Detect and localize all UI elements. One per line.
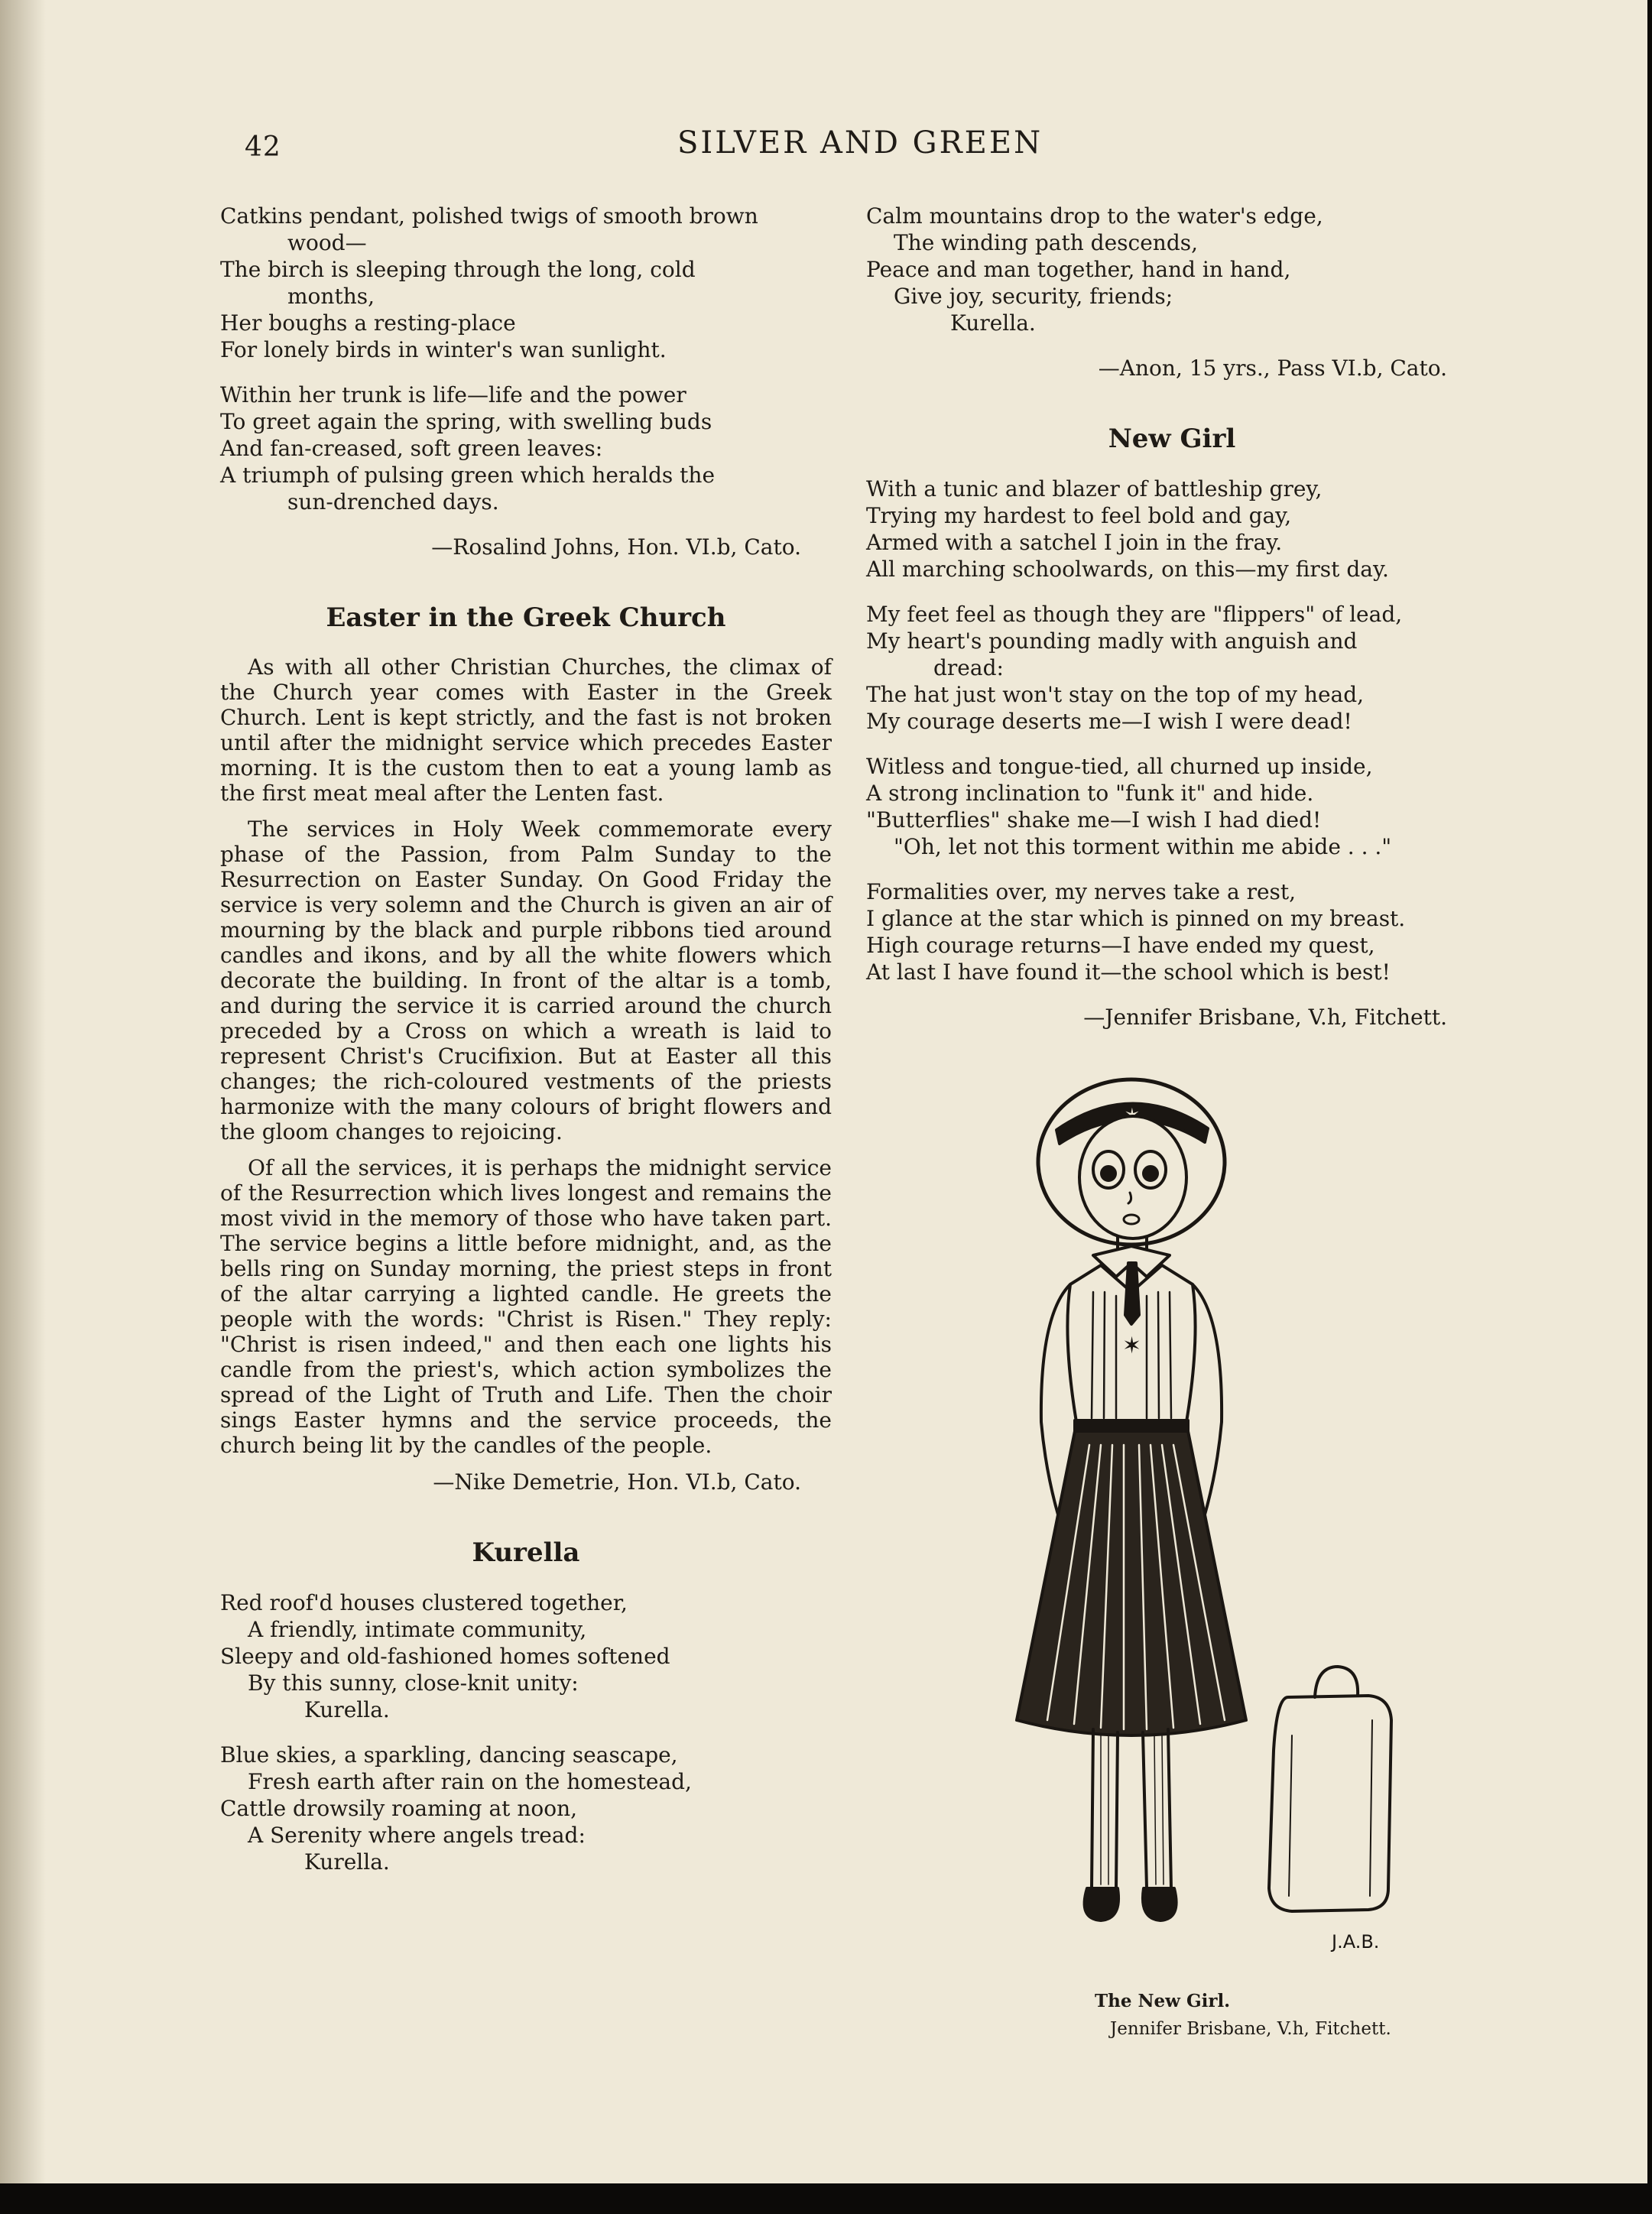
- poem-line: A friendly, intimate community,: [248, 1617, 587, 1642]
- poem-attribution: —Rosalind Johns, Hon. VI.b, Cato.: [431, 534, 801, 560]
- poem-line: I glance at the star which is pinned on my breast.: [866, 906, 1406, 931]
- poem-line: The birch is sleeping through the long, cold: [220, 257, 696, 282]
- new-girl-stanza: [866, 601, 1478, 735]
- artist-signature: J.A.B.: [1332, 1931, 1380, 1953]
- kurella-title: Kurella: [472, 1537, 580, 1568]
- journal-title: SILVER AND GREEN: [677, 125, 1043, 161]
- poem-line: And fan-creased, soft green leaves:: [220, 436, 603, 461]
- poem-line: Catkins pendant, polished twigs of smooth brown: [220, 203, 758, 229]
- scan-edge-right: [1647, 0, 1652, 2214]
- left-leg: [1092, 1729, 1118, 1888]
- poem-line: Kurella.: [304, 1697, 390, 1722]
- poem-line: Armed with a satchel I join in the fray.: [866, 530, 1283, 555]
- poem-line: Witless and tongue-tied, all churned up inside,: [866, 754, 1373, 779]
- illustration-caption: [1095, 1988, 1391, 2043]
- poem-line: Red roof'd houses clustered together,: [220, 1590, 628, 1615]
- poem-line: Cattle drowsily roaming at noon,: [220, 1796, 578, 1821]
- poem-line: wood—: [287, 230, 367, 255]
- scan-edge-bottom: [0, 2183, 1652, 2214]
- poem-line: For lonely birds in winter's wan sunlight.: [220, 337, 667, 362]
- poem-line: With a tunic and blazer of battleship grey,: [866, 476, 1323, 502]
- page-number: 42: [245, 131, 281, 163]
- page-header: [0, 122, 1652, 176]
- tie: [1125, 1263, 1139, 1324]
- page-gutter-shadow: [0, 0, 46, 2214]
- poem-line: A triumph of pulsing green which heralds the: [220, 463, 716, 488]
- kurella-stanza: [220, 1589, 832, 1723]
- poem-line: months,: [287, 284, 375, 309]
- poem-line: At last I have found it—the school which is best!: [866, 959, 1391, 985]
- poem-line: Her boughs a resting-place: [220, 310, 516, 336]
- tunic-star-badge: ✶: [1122, 1333, 1142, 1359]
- poem-line: "Butterflies" shake me—I wish I had died!: [866, 807, 1322, 833]
- new-girl-title: New Girl: [1108, 424, 1236, 454]
- suitcase: [1269, 1696, 1391, 1911]
- new-girl-stanza: [866, 878, 1478, 985]
- schoolgirl-illustration: [986, 1063, 1445, 1972]
- poem-line: My courage deserts me—I wish I were dead!: [866, 709, 1352, 734]
- article-body: [220, 654, 832, 1458]
- article-title: Easter in the Greek Church: [326, 602, 726, 633]
- suitcase-handle: [1315, 1667, 1358, 1697]
- belt: [1075, 1420, 1188, 1431]
- poem-line: Sleepy and old-fashioned homes softened: [220, 1644, 670, 1669]
- poem-line: Within her trunk is life—life and the power: [220, 382, 686, 407]
- poem-line: The hat just won't stay on the top of my head,: [866, 682, 1365, 707]
- poem-line: A strong inclination to "funk it" and hide.: [866, 781, 1314, 806]
- kurella-stanza: [866, 203, 1478, 336]
- article-paragraph: As with all other Christian Churches, the climax of the Church year comes with Easter in the Greek Church. Lent is kept strictly, and the fast is not broken until after the midnight service which precedes Easter morning. It is the custom then to eat a young lamb as the first meat meal after the Lenten fast.: [220, 654, 832, 806]
- new-girl-attribution: —Jennifer Brisbane, V.h, Fitchett.: [1083, 1005, 1447, 1030]
- poem-line: High courage returns—I have ended my quest,: [866, 933, 1375, 958]
- poem-line: My heart's pounding madly with anguish and: [866, 628, 1358, 654]
- article-attribution: —Nike Demetrie, Hon. VI.b, Cato.: [433, 1469, 801, 1495]
- poem-line: To greet again the spring, with swelling buds: [220, 409, 712, 434]
- poem-line: Trying my hardest to feel bold and gay,: [866, 503, 1292, 528]
- article-paragraph: Of all the services, it is perhaps the midnight service of the Resurrection which lives longest and remains the most vivid in the memory of those who have taken part. The service begins a little before midnight, and, as the bells ring on Sunday morning, the priest steps in front of the altar carrying a lighted candle. He greets the people with the words: "Christ is Risen." They reply: "Christ is risen indeed," and then each one lights his candle from the priest's, which action symbolizes the spread of the Light of Truth and Life. Then the choir sings Easter hymns and the service proceeds, the church being lit by the candles of the people.: [220, 1155, 832, 1458]
- poem-line: By this sunny, close-knit unity:: [248, 1670, 579, 1696]
- new-girl-stanza: [866, 476, 1478, 583]
- poem-line: Calm mountains drop to the water's edge,: [866, 203, 1323, 229]
- poem-stanza: [220, 203, 832, 363]
- poem-line: Kurella.: [950, 310, 1036, 336]
- poem-line: Kurella.: [304, 1849, 390, 1875]
- poem-line: Give joy, security, friends;: [894, 284, 1173, 309]
- poem-stanza: [220, 381, 832, 515]
- right-leg: [1143, 1729, 1171, 1888]
- poem-line: Fresh earth after rain on the homestead,: [248, 1769, 692, 1794]
- kurella-stanza: [220, 1742, 832, 1875]
- poem-line: sun-drenched days.: [287, 489, 499, 515]
- poem-line: Blue skies, a sparkling, dancing seascape,: [220, 1742, 678, 1768]
- left-column: [220, 203, 832, 1894]
- poem-line: dread:: [933, 655, 1004, 680]
- kurella-attribution: —Anon, 15 yrs., Pass VI.b, Cato.: [1098, 355, 1447, 381]
- birch-poem: [220, 203, 832, 560]
- poem-line: The winding path descends,: [894, 230, 1199, 255]
- caption-credit: Jennifer Brisbane, V.h, Fitchett.: [1110, 2019, 1391, 2039]
- poem-line: All marching schoolwards, on this—my first day.: [866, 557, 1389, 582]
- poem-line: "Oh, let not this torment within me abide . . .": [894, 834, 1392, 859]
- right-column: [866, 203, 1478, 1031]
- right-shoe: [1143, 1888, 1177, 1920]
- article-paragraph: The services in Holy Week commemorate every phase of the Passion, from Palm Sunday to the Resurrection on Easter Sunday. On Good Friday the service is very solemn and the Church is given an air of mourning by the black and purple ribbons tied around candles and ikons, and by all the white flowers which decorate the building. In front of the altar is a tomb, and during the service it is carried around the church preceded by a Cross on which a wreath is laid to represent Christ's Crucifixion. But at Easter all this changes; the rich-coloured vestments of the priests harmonize with the many colours of bright flowers and the gloom changes to rejoicing.: [220, 816, 832, 1144]
- poem-line: Formalities over, my nerves take a rest,: [866, 879, 1297, 904]
- caption-title: The New Girl.: [1095, 1991, 1231, 2011]
- poem-line: My feet feel as though they are "flippers" of lead,: [866, 602, 1403, 627]
- new-girl-stanza: [866, 753, 1478, 860]
- poem-line: Peace and man together, hand in hand,: [866, 257, 1291, 282]
- poem-line: A Serenity where angels tread:: [248, 1823, 586, 1848]
- left-shoe: [1085, 1888, 1118, 1920]
